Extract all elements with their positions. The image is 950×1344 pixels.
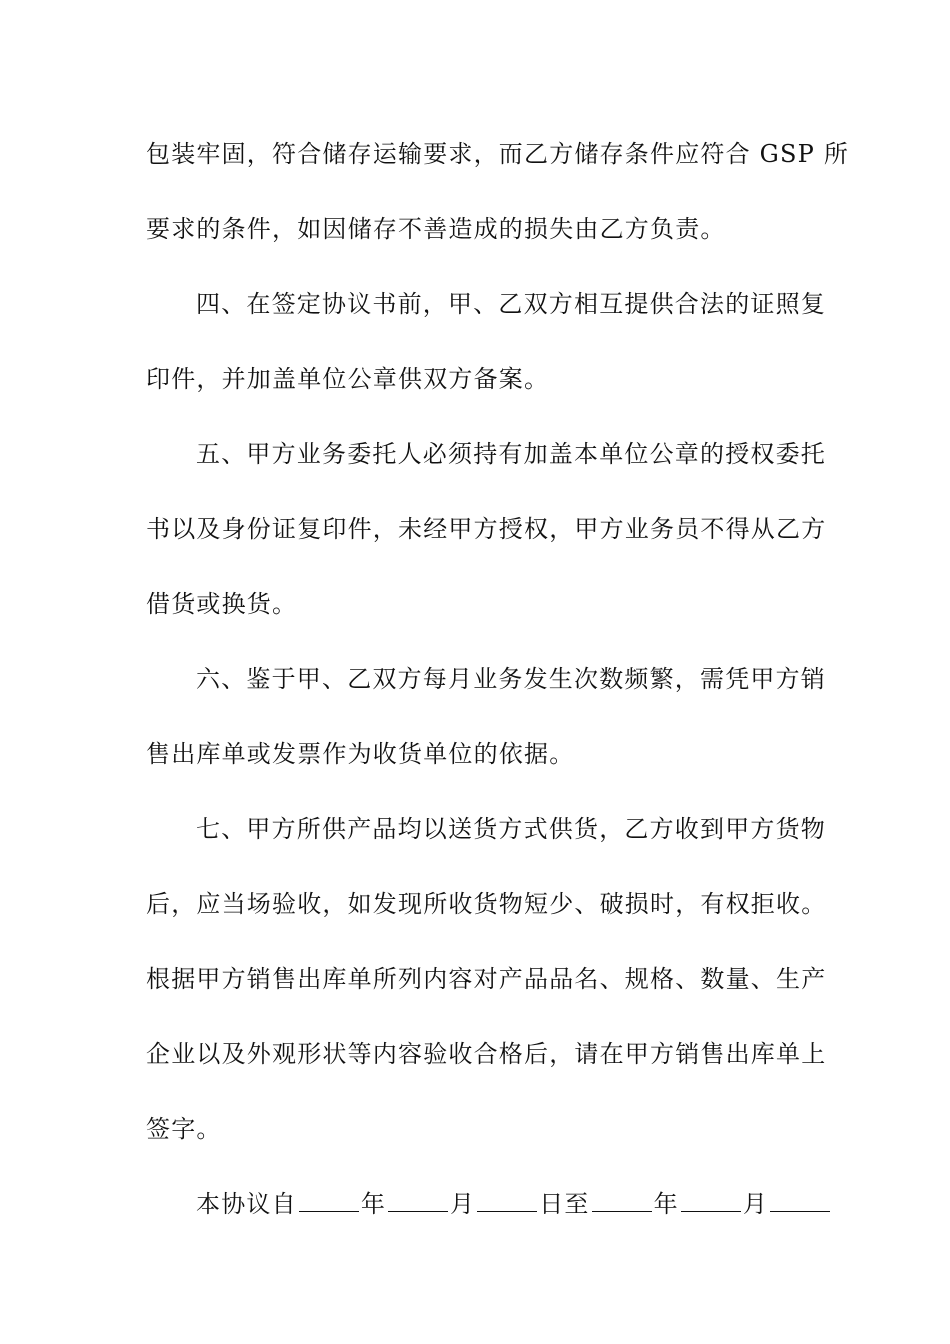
paragraph-line: 售出库单或发票作为收货单位的依据。 xyxy=(146,740,575,768)
paragraph-line: 六、鉴于甲、乙双方每月业务发生次数频繁，需凭甲方销 xyxy=(196,665,826,693)
month-blank[interactable] xyxy=(388,1189,448,1212)
day-blank[interactable] xyxy=(477,1189,537,1212)
agreement-term-line xyxy=(196,1188,806,1220)
end-month-blank[interactable] xyxy=(681,1189,741,1212)
year-blank[interactable] xyxy=(299,1189,359,1212)
paragraph-line: 四、在签定协议书前，甲、乙双方相互提供合法的证照复 xyxy=(196,290,826,318)
term-end-month-label: 月 xyxy=(742,1190,769,1218)
paragraph-line: 签字。 xyxy=(146,1115,222,1143)
term-prefix: 本协议自 xyxy=(196,1190,297,1218)
paragraph-line: 书以及身份证复印件，未经甲方授权，甲方业务员不得从乙方 xyxy=(146,515,827,543)
paragraph-line: 要求的条件，如因储存不善造成的损失由乙方负责。 xyxy=(146,215,726,243)
paragraph-line: 五、甲方业务委托人必须持有加盖本单位公章的授权委托 xyxy=(196,440,826,468)
paragraph-line: 七、甲方所供产品均以送货方式供货，乙方收到甲方货物 xyxy=(196,815,826,843)
paragraph-line: 印件，并加盖单位公章供双方备案。 xyxy=(146,365,550,393)
paragraph-line: 包装牢固，符合储存运输要求，而乙方储存条件应符合 GSP 所 xyxy=(146,140,850,168)
term-year-label: 年 xyxy=(360,1190,387,1218)
term-day-label: 日至 xyxy=(539,1190,590,1218)
paragraph-line: 借货或换货。 xyxy=(146,590,298,618)
term-end-year-label: 年 xyxy=(653,1190,679,1218)
end-year-blank[interactable] xyxy=(592,1189,652,1212)
end-day-blank[interactable] xyxy=(770,1189,830,1212)
paragraph-line: 根据甲方销售出库单所列内容对产品品名、规格、数量、生产 xyxy=(146,965,827,993)
paragraph-line: 企业以及外观形状等内容验收合格后，请在甲方销售出库单上 xyxy=(146,1040,827,1068)
paragraph-line: 后，应当场验收，如发现所收货物短少、破损时，有权拒收。 xyxy=(146,890,827,918)
term-month-label: 月 xyxy=(450,1190,476,1218)
